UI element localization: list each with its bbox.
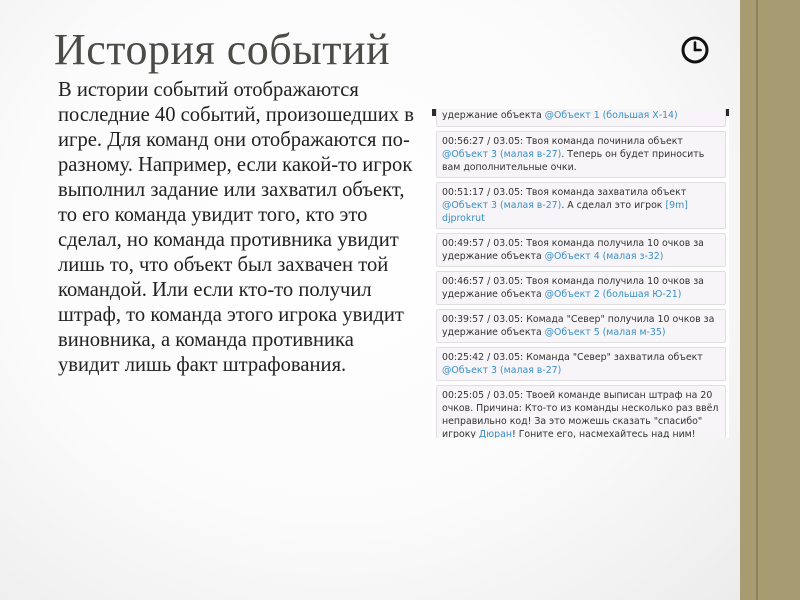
event-link[interactable]: @Объект 3 (малая в-27): [442, 149, 562, 160]
event-link[interactable]: @Объект 3 (малая в-27): [442, 365, 562, 376]
event-text: удержание объекта: [442, 110, 545, 121]
event-text: 00:25:42 / 03.05: Команда "Север" захватила объект: [442, 352, 703, 363]
event-item: [436, 385, 726, 438]
accent-band: [740, 0, 800, 600]
event-text: 00:56:27 / 03.05: Твоя команда починила объект: [442, 136, 683, 147]
clock-icon: [679, 34, 711, 66]
event-link[interactable]: @Объект 3 (малая в-27): [442, 200, 562, 211]
accent-band-line: [756, 0, 758, 600]
event-item: [436, 271, 726, 305]
event-link[interactable]: @Объект 1 (большая Х-14): [544, 110, 678, 121]
event-item: [436, 347, 726, 381]
event-link[interactable]: @Объект 4 (малая з-32): [544, 251, 664, 262]
event-history-panel: [432, 109, 729, 438]
event-text: 00:39:57 / 03.05: Комада "Север" получила 10 очков за удержание объекта: [442, 314, 715, 338]
event-text: 00:25:05 / 03.05: Твоей команде выписан штраф на 20 очков. Причина: Кто-то из команды несколько раз ввёл неправильно код! За это можешь сказать "спасибо" игроку: [442, 390, 719, 438]
event-text: . А сделал это игрок: [561, 200, 666, 211]
event-text: ! Гоните его, насмехайтесь над ним!: [511, 429, 696, 438]
slide-paragraph: В истории событий отображаются последние 40 событий, произошедших в игре. Для команд они отображаются по-разному. Например, если какой-то игрок выполнил задание или захватил объект, то его команда увидит того, кто это сделал, но команда противника увидит лишь то, что объект был захвачен той командой. Или если кто-то получил штраф, то команда этого игрока увидит виновника, а команда противника увидит лишь факт штрафования.: [58, 79, 414, 376]
event-link[interactable]: @Объект 2 (большая Ю-21): [544, 289, 682, 300]
event-list: [436, 112, 726, 438]
event-link[interactable]: Дюран: [478, 429, 512, 438]
event-text: . Теперь он будет приносить вам дополнительные очки.: [442, 149, 705, 173]
event-text: 00:49:57 / 03.05: Твоя команда получила 10 очков за удержание объекта: [442, 238, 704, 262]
event-text: 00:46:57 / 03.05: Твоя команда получила 10 очков за удержание объекта: [442, 276, 704, 300]
slide-title: История событий: [54, 25, 391, 74]
event-link[interactable]: @Объект 5 (малая м-35): [544, 327, 666, 338]
event-item: [436, 233, 726, 267]
event-item: [436, 109, 726, 127]
event-text: 00:51:17 / 03.05: Твоя команда захватила объект: [442, 187, 687, 198]
event-item: [436, 131, 726, 178]
event-item: [436, 309, 726, 343]
event-link[interactable]: [9m] djprokrut: [442, 200, 688, 224]
event-item: [436, 182, 726, 229]
